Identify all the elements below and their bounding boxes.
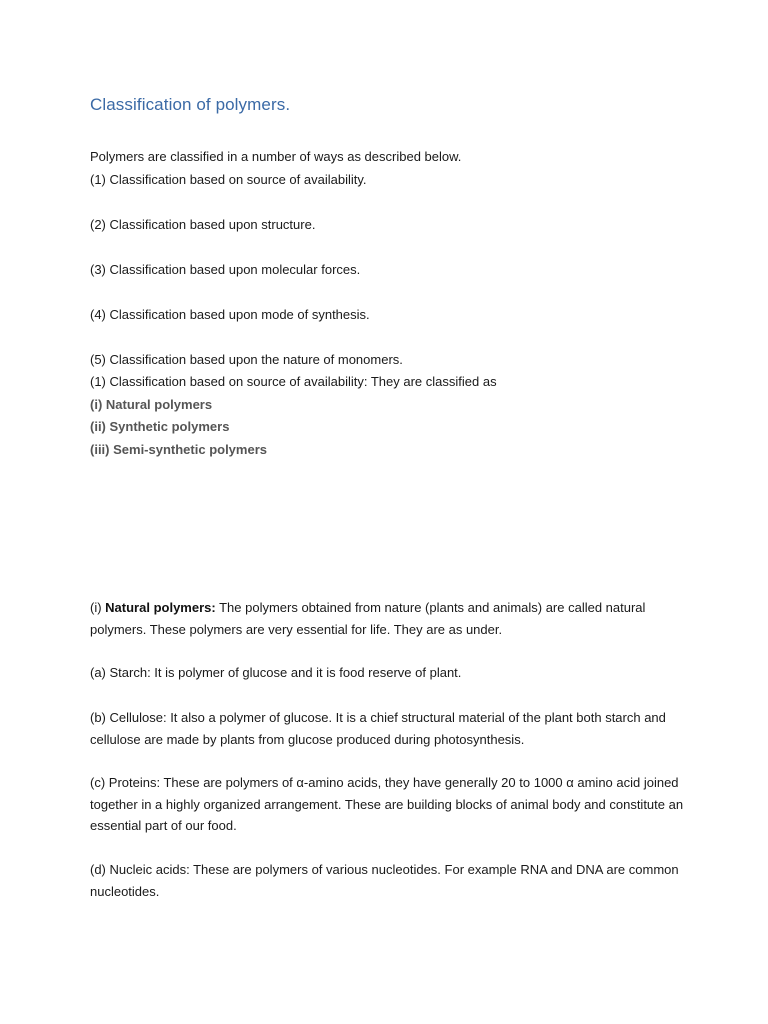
natural-prefix: (i) [90, 600, 106, 615]
classification-item-4: (4) Classification based upon mode of synthesis. [90, 307, 370, 322]
classification-item-5: (5) Classification based upon the nature of monomers. [90, 352, 403, 367]
natural-term: Natural polymers: [105, 600, 216, 615]
type-semi-synthetic: (iii) Semi-synthetic polymers [90, 442, 267, 457]
example-starch: (a) Starch: It is polymer of glucose and it is food reserve of plant. [90, 665, 462, 680]
type-natural: (i) Natural polymers [90, 397, 213, 412]
classification-item-3: (3) Classification based upon molecular forces. [90, 262, 361, 277]
classification-item-2: (2) Classification based upon structure. [90, 217, 316, 232]
example-proteins: (c) Proteins: These are polymers of α-amino acids, they have generally 20 to 1000 α amino acid joined together in a highly organized arrangement. These are building blocks of animal body and constitute an essential part of our food. [90, 775, 684, 833]
intro-text: Polymers are classified in a number of ways as described below. [90, 149, 462, 164]
type-synthetic: (ii) Synthetic polymers [90, 419, 230, 434]
classification-item-1: (1) Classification based on source of availability. [90, 172, 367, 187]
example-nucleic-acids: (d) Nucleic acids: These are polymers of various nucleotides. For example RNA and DNA are common nucleotides. [90, 862, 679, 899]
source-heading: (1) Classification based on source of availability: They are classified as [90, 374, 497, 389]
natural-description: The polymers obtained from nature (plants and animals) are called natural polymers. These polymers are very essential for life. They are as under. [90, 600, 646, 637]
natural-polymers-paragraph [90, 597, 690, 640]
page-title: Classification of polymers. [90, 95, 291, 114]
example-cellulose: (b) Cellulose: It also a polymer of glucose. It is a chief structural material of the plant both starch and cellulose are made by plants from glucose produced during photosynthesis. [90, 710, 666, 747]
